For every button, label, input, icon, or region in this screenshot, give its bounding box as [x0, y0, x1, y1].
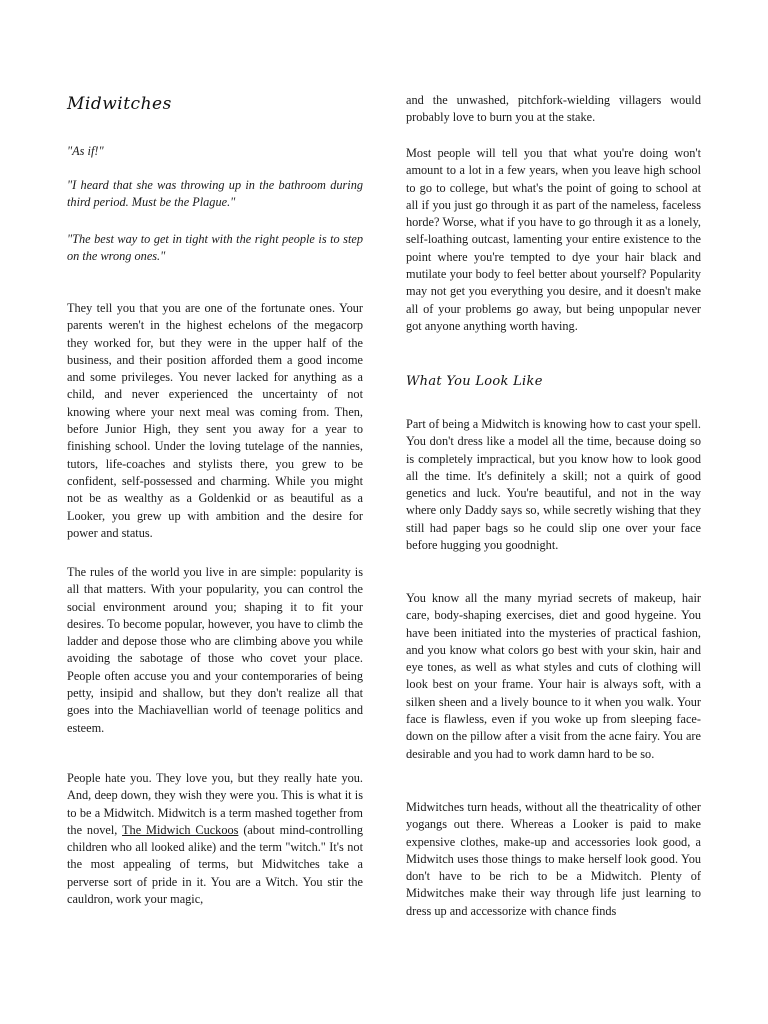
- quote-3: "The best way to get in tight with the right people is to step on the wrong ones.": [67, 232, 363, 264]
- paragraph-text: (about mind-controlling children who all looked alike) and the term "witch." It's not the most appealing of terms, but Midwitches take a perverse sort of pride in it. You are a Witch. You stir the cauldron, work your magic,: [67, 822, 363, 907]
- body-paragraph-1: They tell you that you are one of the fortunate ones. Your parents weren't in the highest echelons of the megacorp they worked for, but they were in the upper half of the business, and their position afforded them a good income and some privileges. You never lacked for anything as a child, and never experienced the uncertainty of not knowing where your next meal was coming from. Then, before Junior High, they sent you away for a year to finishing school. Under the loving tutelage of the nannies, tutors, life-coaches and stylists there, you grew to be confident, self-possessed and charming. While you might not be as wealthy as a Goldenkid or as beautiful as a Looker, you grew up with ambition and the desire for power and status.: [67, 301, 363, 540]
- body-paragraph-2: The rules of the world you live in are simple: popularity is all that matters. With your popularity, you can control the social environment around you; shaping it to fit your desires. To become popular, however, you have to climb the ladder and depose those who are climbing above you while avoiding the sabotage of those who covet your place. People often accuse you and your contemporaries of being petty, insipid and shallow, but they don't realize all that goes into the Machiavellian world of teenage politics and esteem.: [67, 565, 363, 735]
- subsection-heading: What You Look Like: [406, 374, 543, 389]
- body-paragraph-6: Part of being a Midwitch is knowing how to cast your spell. You don't dress like a model all the time, because doing so is completely impractical, but you know how to look good all the time. It's definitely a skill; not a quirk of good genetics and luck. You're beautiful, and not in the way where only Daddy says so, while secretly wishing that they still had paper bags so he could slip one over your face before hugging you goodnight.: [406, 417, 701, 553]
- quote-2: "I heard that she was throwing up in the bathroom during third period. Must be the Plague.": [67, 178, 363, 210]
- body-paragraph-5: Most people will tell you that what you're doing won't amount to a lot in a few years, when you leave high school to go to college, but what's the point of going to school at all if you just go through it as part of the nameless, faceless horde? Worse, what if you have to go through it as a lonely, self-loathing outcast, lamenting your entire existence to the point where you're tempted to dye your hair black and mutilate your body to feel better about yourself? Popularity may not get you everything you desire, and it doesn't make all of your problems go away, but being unpopular never got anyone anything worth having.: [406, 146, 701, 333]
- body-paragraph-8: Midwitches turn heads, without all the theatricality of other yogangs out there. Whereas a Looker is paid to make expensive clothes, make-up and accessories look good, a Midwitch uses those things to make herself look good. You don't have to be rich to be a Midwitch. Plenty of Midwitches make their way through life just learning to dress up and accessorize with chance finds: [406, 800, 701, 918]
- body-paragraph-7: You know all the many myriad secrets of makeup, hair care, body-shaping exercises, diet and good hygeine. You have been initiated into the mysteries of practical fashion, and you know what colors go best with your skin, hair and eye tones, as well as what styles and cuts of clothing will look best on your frame. Your hair is always soft, with a silken sheen and a lively bounce to it when you walk. Your face is flawless, even if you woke up from sleeping face-down on the pillow after a visit from the acne fairy. You are desirable and you had to work damn hard to be so.: [406, 591, 701, 761]
- body-paragraph-3: [67, 770, 363, 908]
- quote-1: "As if!": [67, 144, 104, 158]
- section-heading: Midwitches: [67, 94, 172, 114]
- novel-title: The Midwich Cuckoos: [122, 822, 239, 837]
- body-paragraph-4: and the unwashed, pitchfork-wielding villagers would probably love to burn you at the stake.: [406, 93, 701, 125]
- paragraph-text: People hate you. They love you, but they really hate you. And, deep down, they wish they were you. This is what it is to be a Midwitch. Midwitch is a term mashed together from the novel,: [67, 771, 363, 837]
